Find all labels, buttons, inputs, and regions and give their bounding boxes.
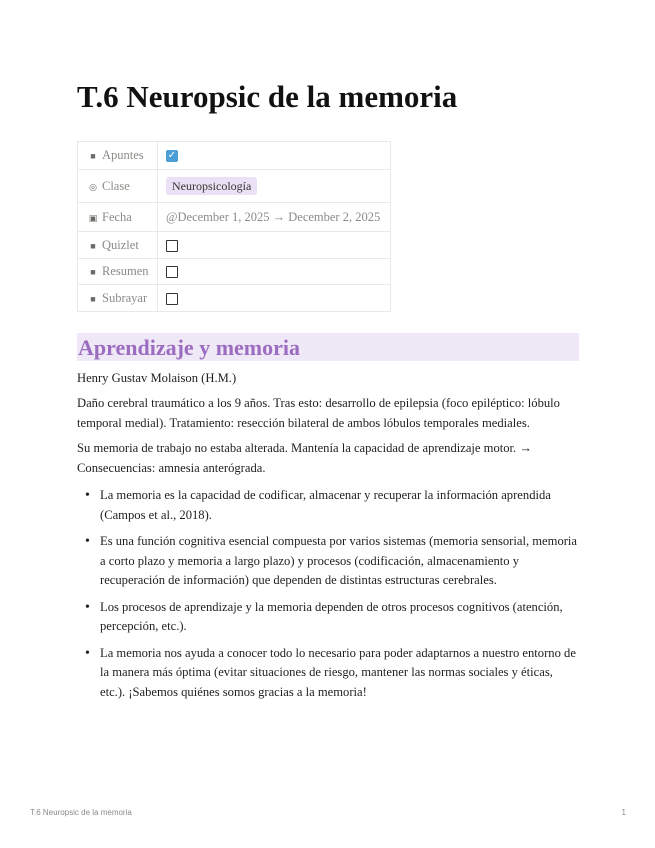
- property-label: Subrayar: [102, 290, 148, 305]
- property-label: Resumen: [102, 264, 149, 278]
- property-value-quizlet: [158, 232, 391, 259]
- property-value-apuntes: [158, 142, 391, 170]
- property-value-fecha[interactable]: @December 1, 2025 → December 2, 2025: [158, 203, 391, 232]
- paragraph: Su memoria de trabajo no estaba alterada. Mantenía la capacidad de aprendizaje motor. → Consecuencias: amnesia anterógrada.: [77, 441, 532, 475]
- resumen-checkbox[interactable]: [166, 266, 178, 278]
- property-key-clase: [78, 170, 158, 203]
- property-label: Apuntes: [102, 148, 144, 162]
- property-label: Clase: [102, 178, 130, 193]
- list-item: • Es una función cognitiva esencial compuesta por varios sistemas (memoria sensorial, memoria a corto plazo y memoria a largo plazo) y procesos (codificación, almacenamiento y recuperación de información) que dependen de distintas estructuras cerebrales.: [77, 532, 578, 591]
- footer-page-number: 1: [621, 808, 626, 817]
- property-row-apuntes: [78, 142, 391, 170]
- property-row-resumen: [78, 259, 391, 285]
- property-key-fecha: [78, 203, 158, 232]
- property-value-clase: [158, 170, 391, 203]
- clase-tag[interactable]: Neuropsicología: [166, 177, 257, 195]
- quizlet-checkbox[interactable]: [166, 240, 178, 252]
- paragraph-memoria-trabajo: [77, 439, 578, 478]
- paragraph-hm: [77, 369, 578, 389]
- section-heading: Aprendizaje y memoria: [77, 333, 579, 361]
- property-row-subrayar: [78, 285, 391, 312]
- paragraph: Daño cerebral traumático a los 9 años. Tras esto: desarrollo de epilepsia (foco epiléptico: lóbulo temporal medial). Tratamiento: resección bilateral de ambos lóbulos temporales mediales.: [77, 396, 560, 430]
- property-value-subrayar: [158, 285, 391, 312]
- property-key-subrayar: [78, 285, 158, 312]
- checkbox-property-icon: ■: [90, 240, 96, 251]
- checkbox-property-icon: ■: [90, 151, 96, 161]
- subrayar-checkbox[interactable]: [166, 293, 178, 305]
- select-property-icon: ◎: [89, 181, 97, 192]
- property-key-apuntes: [78, 142, 158, 170]
- property-row-quizlet: [78, 232, 391, 259]
- property-key-resumen: [78, 259, 158, 285]
- property-row-clase: [78, 170, 391, 203]
- footer-title: T.6 Neuropsic de la memoria: [30, 808, 132, 817]
- properties-table: [77, 141, 391, 312]
- list-item: • Los procesos de aprendizaje y la memoria dependen de otros procesos cognitivos (atención, percepción, etc.).: [77, 598, 578, 637]
- property-value-resumen: [158, 259, 391, 285]
- property-row-fecha: [78, 203, 391, 232]
- property-label: Fecha: [102, 209, 132, 224]
- checkbox-property-icon: ■: [90, 293, 96, 304]
- property-key-quizlet: [78, 232, 158, 259]
- bullet-list: [77, 486, 578, 709]
- list-item: • La memoria nos ayuda a conocer todo lo necesario para poder adaptarnos a nuestro entorno de la manera más óptima (evitar situaciones de riesgo, mantener las normas sociales y éticas, etc.). ¡Sabemos quiénes somos gracias a la memoria!: [77, 644, 578, 703]
- checkbox-property-icon: ■: [90, 267, 96, 277]
- apuntes-checkbox[interactable]: ✓: [167, 150, 177, 162]
- paragraph-dano: [77, 394, 578, 433]
- property-label: Quizlet: [102, 237, 139, 252]
- page-title: T.6 Neuropsic de la memoria: [77, 79, 458, 114]
- paragraph: Henry Gustav Molaison (H.M.): [77, 371, 237, 385]
- calendar-icon: ▣: [88, 212, 98, 223]
- list-item: • La memoria es la capacidad de codificar, almacenar y recuperar la información aprendida (Campos et al., 2018).: [77, 486, 578, 525]
